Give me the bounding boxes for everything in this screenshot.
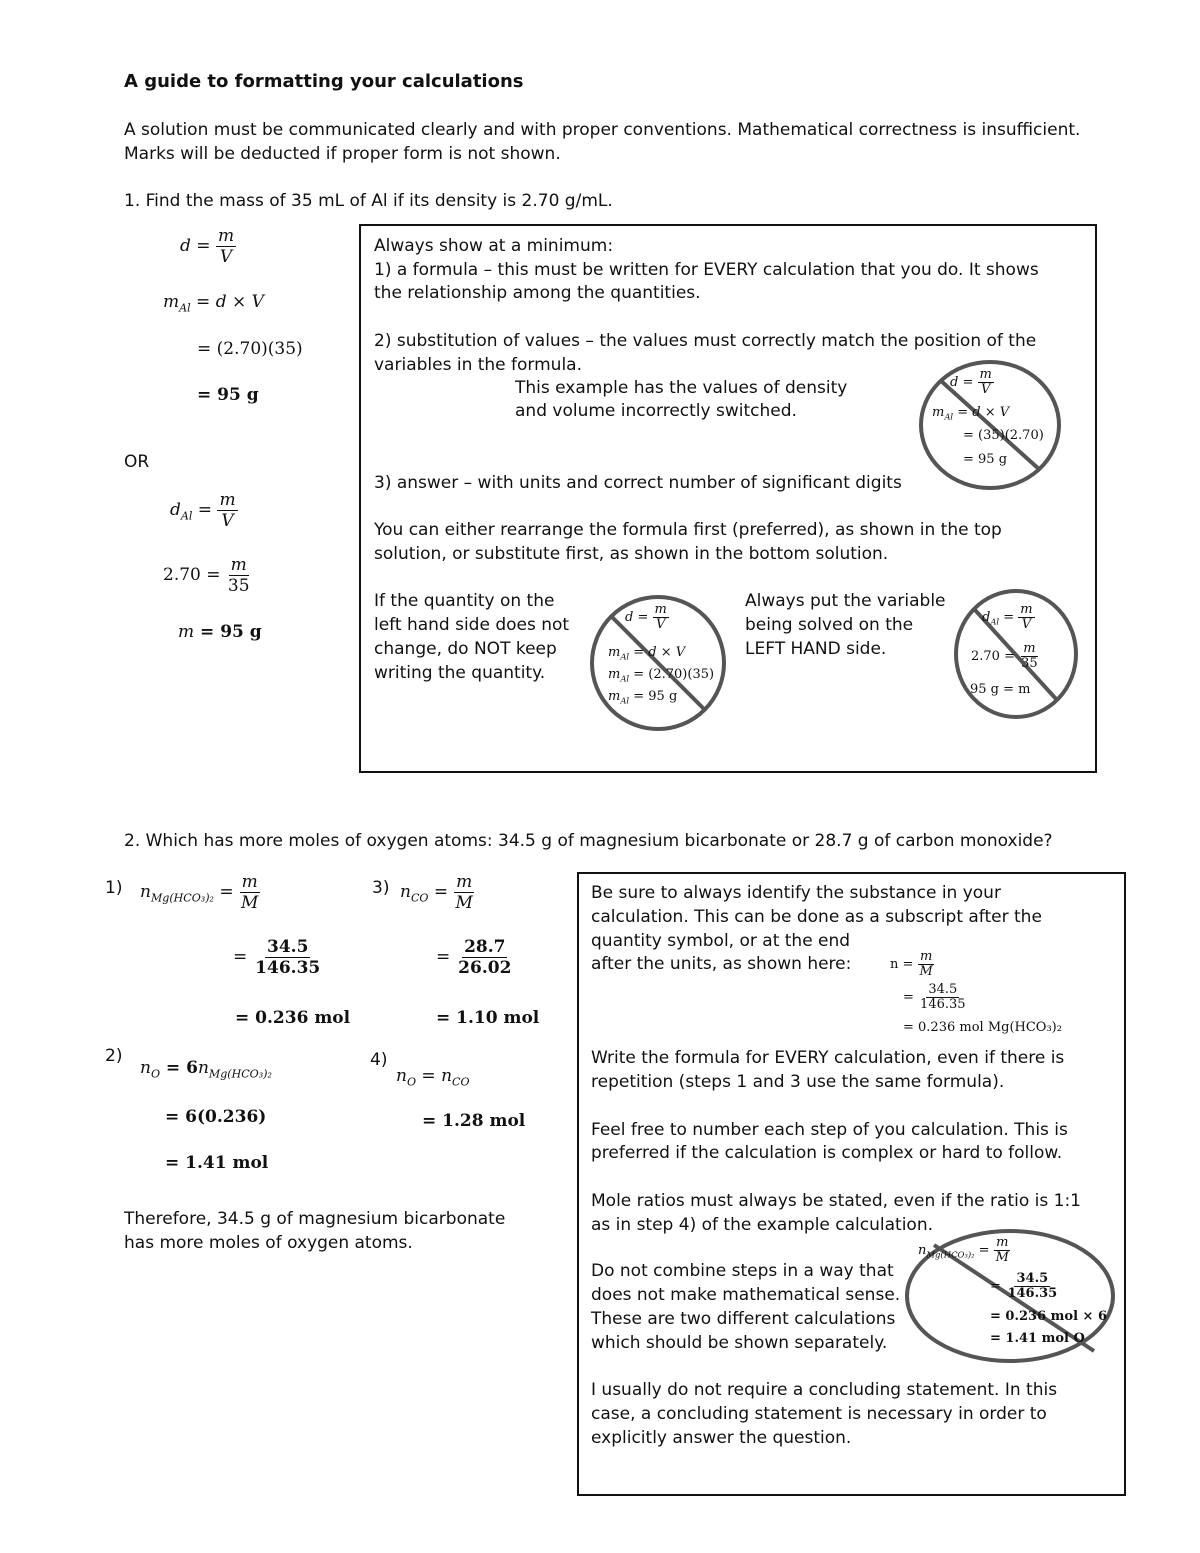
question-1-prompt: 1. Find the mass of 35 mL of Al if its density is 2.70 g/mL. xyxy=(124,191,613,211)
ban4-line-4: = 1.41 mol O xyxy=(990,1331,1085,1346)
q1-sol1-rearranged: $m_{Al} = d \times V$ xyxy=(163,292,264,315)
intro-line-2: Marks will be deducted if proper form is not shown. xyxy=(124,144,561,164)
conclusion-line-1: Therefore, 34.5 g of magnesium bicarbonate xyxy=(124,1209,506,1229)
step-4-answer: = 1.28 mol xyxy=(422,1111,526,1131)
step-3-formula: $n_{CO}$ = $\frac{m}{M}$ xyxy=(400,872,473,913)
box2-p3-line-2: preferred if the calculation is complex or hard to follow. xyxy=(591,1143,1063,1163)
ban4-formula: $n_{Mg(HCO_3)_2}$ = $\frac{m}{M}$ xyxy=(918,1235,1009,1265)
page-title: A guide to formatting your calculations xyxy=(124,71,524,92)
step-2-answer: = 1.41 mol xyxy=(165,1153,269,1173)
box2-p5-line-1: Do not combine steps in a way that xyxy=(591,1261,894,1281)
step-3-substitution: = $\frac{28.7}{26.02}$ xyxy=(436,937,512,978)
box2-p1-line-3: quantity symbol, or at the end xyxy=(591,931,851,951)
box2-p4-line-1: Mole ratios must always be stated, even if the ratio is 1:1 xyxy=(591,1191,1081,1211)
box1-line-7: and volume incorrectly switched. xyxy=(515,401,797,421)
question-2-prompt: 2. Which has more moles of oxygen atoms: 34.5 g of magnesium bicarbonate or 28.7 g of carbon monoxide? xyxy=(124,831,1053,851)
ban4-substitution: = $\frac{34.5}{146.35}$ xyxy=(990,1271,1058,1301)
ban1-rearranged: $m_{Al} = d \times V$ xyxy=(932,405,1010,422)
left-note-line-2: left hand side does not xyxy=(374,615,570,635)
box2-example-formula: n = $\frac{m}{M}$ xyxy=(890,949,933,979)
box1-line-5: variables in the formula. xyxy=(374,355,583,375)
q1-sol1-formula: d = $\frac{m}{V}$ xyxy=(180,226,235,267)
left-note-line-4: writing the quantity. xyxy=(374,663,546,683)
ban1-substitution: = (35)(2.70) xyxy=(963,428,1044,443)
box2-p5-line-3: These are two different calculations xyxy=(591,1309,896,1329)
box2-p2-line-2: repetition (steps 1 and 3 use the same formula). xyxy=(591,1072,1005,1092)
box1-line-1: Always show at a minimum: xyxy=(374,236,614,256)
box1-line-10: solution, or substitute first, as shown in the bottom solution. xyxy=(374,544,889,564)
box1-line-8: 3) answer – with units and correct number of significant digits xyxy=(374,473,902,493)
step-1-formula: $n_{Mg(HCO_3)_2}$ = $\frac{m}{M}$ xyxy=(140,872,259,913)
box1-line-4: 2) substitution of values – the values must correctly match the position of the xyxy=(374,331,1037,351)
step-2-formula: $n_O = 6n_{Mg(HCO_3)_2}$ xyxy=(140,1058,272,1081)
ban2-rearranged: $m_{Al} = d \times V$ xyxy=(608,645,686,662)
step-1-substitution: = $\frac{34.5}{146.35}$ xyxy=(233,937,321,978)
q1-sol1-substitution: = (2.70)(35) xyxy=(197,339,303,359)
box2-p6-line-3: explicitly answer the question. xyxy=(591,1428,852,1448)
step-2-substitution: = 6(0.236) xyxy=(165,1107,267,1127)
box1-line-6: This example has the values of density xyxy=(515,378,848,398)
box2-p5-line-2: does not make mathematical sense. xyxy=(591,1285,901,1305)
ban2-substitution: $m_{Al} = (2.70)(35)$ xyxy=(608,667,715,684)
q1-sol2-substitution: 2.70 = $\frac{m}{35}$ xyxy=(163,555,250,596)
or-label: OR xyxy=(124,452,150,472)
step-4-label: 4) xyxy=(370,1050,388,1070)
right-note-line-3: LEFT HAND side. xyxy=(745,639,887,659)
box2-p4-line-2: as in step 4) of the example calculation. xyxy=(591,1215,933,1235)
left-note-line-1: If the quantity on the xyxy=(374,591,555,611)
left-note-line-3: change, do NOT keep xyxy=(374,639,557,659)
ban4-line-3: = 0.236 mol × 6 xyxy=(990,1309,1108,1324)
box2-example-substitution: = $\frac{34.5}{146.35}$ xyxy=(903,982,966,1012)
step-3-label: 3) xyxy=(372,878,390,898)
intro-line-1: A solution must be communicated clearly and with proper conventions. Mathematical correctness is insufficient. xyxy=(124,120,1081,140)
box2-p6-line-1: I usually do not require a concluding statement. In this xyxy=(591,1380,1058,1400)
box2-p2-line-1: Write the formula for EVERY calculation, even if there is xyxy=(591,1048,1065,1068)
conclusion-line-2: has more moles of oxygen atoms. xyxy=(124,1233,413,1253)
step-1-label: 1) xyxy=(105,878,123,898)
q1-sol2-formula: $d_{Al}$ = $\frac{m}{V}$ xyxy=(170,490,236,531)
ban3-substitution: 2.70 = $\frac{m}{35}$ xyxy=(971,641,1038,671)
step-3-answer: = 1.10 mol xyxy=(436,1008,540,1028)
box2-p6-line-2: case, a concluding statement is necessary in order to xyxy=(591,1404,1047,1424)
box2-p5-line-4: which should be shown separately. xyxy=(591,1333,888,1353)
step-2-label: 2) xyxy=(105,1046,123,1066)
box1-line-9: You can either rearrange the formula first (preferred), as shown in the top xyxy=(374,520,1002,540)
ban2-formula: d = $\frac{m}{V}$ xyxy=(625,602,667,632)
box2-p1-line-2: calculation. This can be done as a subscript after the xyxy=(591,907,1042,927)
box1-line-2: 1) a formula – this must be written for EVERY calculation that you do. It shows xyxy=(374,260,1039,280)
right-note-line-1: Always put the variable xyxy=(745,591,946,611)
box2-example-answer: = 0.236 mol Mg(HCO₃)₂ xyxy=(903,1020,1062,1035)
box2-p1-line-4: after the units, as shown here: xyxy=(591,954,852,974)
ban1-formula: d = $\frac{m}{V}$ xyxy=(950,367,992,397)
box2-p3-line-1: Feel free to number each step of you calculation. This is xyxy=(591,1120,1068,1140)
ban2-answer: $m_{Al} = 95$ g xyxy=(608,689,678,706)
q1-sol2-answer: m = 95 g xyxy=(178,622,262,642)
ban3-answer: 95 g = m xyxy=(970,682,1031,697)
q1-sol1-answer: = 95 g xyxy=(197,385,259,405)
right-note-line-2: being solved on the xyxy=(745,615,914,635)
ban1-answer: = 95 g xyxy=(963,452,1008,467)
step-4-formula: $n_O = n_{CO}$ xyxy=(396,1066,470,1089)
box1-line-3: the relationship among the quantities. xyxy=(374,283,701,303)
ban3-formula: $d_{Al}$ = $\frac{m}{V}$ xyxy=(982,602,1033,632)
step-1-answer: = 0.236 mol xyxy=(235,1008,351,1028)
box2-p1-line-1: Be sure to always identify the substance in your xyxy=(591,883,1001,903)
